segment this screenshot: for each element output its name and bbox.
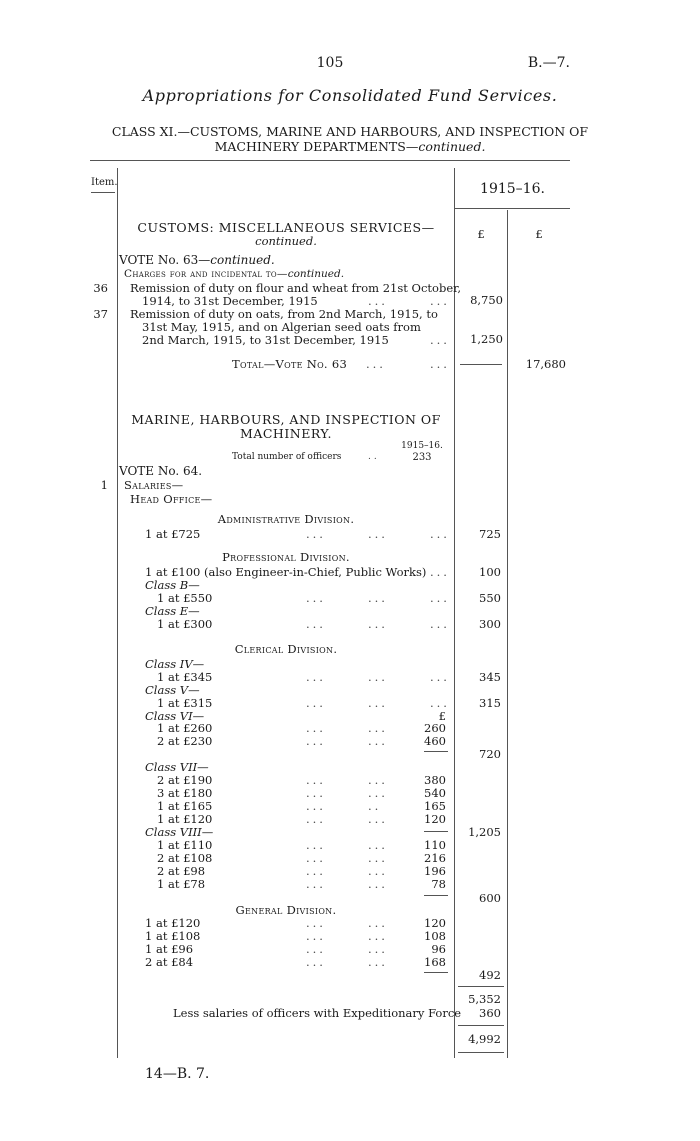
leader-dots: ... xyxy=(368,294,388,308)
salary-line: 1 at £315 xyxy=(157,696,213,710)
salary-line: 3 at £180 xyxy=(157,786,213,800)
leader-dots: ... xyxy=(430,565,450,579)
year-header-rule xyxy=(454,208,570,209)
leader-dots: ... xyxy=(306,877,326,891)
salary-amount: 725 xyxy=(479,527,501,541)
salary-subamount: 110 xyxy=(424,838,446,852)
clerical-division-heading: Clerical Division. xyxy=(234,642,338,656)
leader-dots: ... xyxy=(430,670,450,684)
leader-dots: ... xyxy=(306,670,326,684)
leader-dots: ... xyxy=(306,773,326,787)
salaries-subtotal: 5,352 xyxy=(468,992,501,1006)
salary-subamount: 120 xyxy=(424,812,446,826)
salary-amount: 345 xyxy=(479,670,501,684)
salary-subamount: 96 xyxy=(431,942,446,956)
paper-reference: B.—7. xyxy=(527,55,570,71)
item-number: 37 xyxy=(93,307,108,321)
item-description: 1914, to 31st December, 1915 xyxy=(142,294,318,308)
leader-dots: ... xyxy=(368,864,388,878)
salary-line: 1 at £345 xyxy=(157,670,213,684)
amount-column-rule-mid xyxy=(507,210,508,1058)
salary-line: 1 at £300 xyxy=(157,617,213,631)
customs-heading-continued: continued. xyxy=(255,234,317,248)
leader-dots: ... xyxy=(430,294,450,308)
leader-dots: ... xyxy=(306,838,326,852)
item-number: 36 xyxy=(93,281,108,295)
leader-dots: ... xyxy=(368,734,388,748)
item-amount: 8,750 xyxy=(470,293,503,307)
salary-line: 1 at £260 xyxy=(157,721,213,735)
salary-line: 1 at £165 xyxy=(157,799,213,813)
pound-sign: £ xyxy=(438,709,446,723)
vote-63-label xyxy=(119,254,275,267)
item-description: Remission of duty on oats, from 2nd March, 1915, to xyxy=(130,307,438,321)
class-heading-line2 xyxy=(60,139,640,154)
leader-dots: ... xyxy=(306,527,326,541)
class-label: Class VIII— xyxy=(145,825,214,839)
head-office-heading: Head Office— xyxy=(130,492,213,506)
leader-dots: ... xyxy=(368,786,388,800)
charges-text: Charges for and incidental to— xyxy=(124,268,288,280)
salary-subamount: 196 xyxy=(424,864,446,878)
salary-amount: 492 xyxy=(479,968,501,982)
item-description: 31st May, 1915, and on Algerian seed oats from xyxy=(142,320,421,334)
leader-dots: ... xyxy=(306,812,326,826)
leader-dots: ... xyxy=(368,955,388,969)
leader-dots: ... xyxy=(430,527,450,541)
salary-line: 1 at £96 xyxy=(145,942,194,956)
leader-dots: ... xyxy=(366,357,386,371)
less-expeditionary-label: Less salaries of officers with Expeditionary Force xyxy=(173,1006,462,1020)
salary-subamount: 380 xyxy=(424,773,446,787)
vote-64-label: VOTE No. 64. xyxy=(119,464,203,478)
salary-line: 2 at £190 xyxy=(157,773,213,787)
salary-amount: 550 xyxy=(479,591,501,605)
administrative-division-heading: Administrative Division. xyxy=(217,512,355,526)
subtotal-rule xyxy=(424,895,448,896)
leader-dots: ... xyxy=(430,617,450,631)
leader-dots: ... xyxy=(306,617,326,631)
class-heading-line2-main: MACHINERY DEPARTMENTS— xyxy=(214,139,419,154)
salary-subamount: 460 xyxy=(424,734,446,748)
leader-dots: ... xyxy=(368,670,388,684)
subtotal-rule xyxy=(424,751,448,752)
page-number: 105 xyxy=(316,55,344,71)
general-division-heading: General Division. xyxy=(235,903,337,917)
salary-line: 2 at £230 xyxy=(157,734,213,748)
salary-subamount: 165 xyxy=(424,799,446,813)
class-heading-continued: continued. xyxy=(418,139,486,154)
salary-amount: 720 xyxy=(479,747,501,761)
salary-amount: 1,205 xyxy=(468,825,501,839)
class-heading-line1: CLASS XI.—CUSTOMS, MARINE AND HARBOURS, AND INSPECTION OF xyxy=(111,124,589,139)
subtotal-rule xyxy=(424,972,448,973)
leader-dots: ... xyxy=(368,916,388,930)
vote-63-total-value: 17,680 xyxy=(525,357,566,371)
vote-63-total-label: Total—Vote No. 63 xyxy=(232,357,348,371)
subtotal-rule xyxy=(424,831,448,832)
officers-year-label: 1915–16. xyxy=(401,441,443,451)
leader-dots: ... xyxy=(368,929,388,943)
page-title: Appropriations for Consolidated Fund Services. xyxy=(142,86,558,105)
leader-dots: ... xyxy=(368,812,388,826)
class-label: Class E— xyxy=(145,604,200,618)
professional-division-heading: Professional Division. xyxy=(222,550,350,564)
salary-line: 2 at £84 xyxy=(145,955,194,969)
less-expeditionary-value: 360 xyxy=(479,1006,501,1020)
class-label: Class IV— xyxy=(145,657,205,671)
total-rule xyxy=(460,364,502,365)
salary-line: 1 at £550 xyxy=(157,591,213,605)
item-number: 1 xyxy=(100,478,108,492)
pound-sign-col1: £ xyxy=(477,227,485,241)
item-amount: 1,250 xyxy=(470,332,503,346)
salary-amount: 100 xyxy=(479,565,501,579)
salary-line: 1 at £108 xyxy=(145,929,201,943)
salary-subamount: 108 xyxy=(424,929,446,943)
charges-heading xyxy=(124,268,344,281)
class-label: Class V— xyxy=(145,683,200,697)
leader-dots: ... xyxy=(306,929,326,943)
leader-dots: .. xyxy=(368,452,380,462)
salary-amount: 315 xyxy=(479,696,501,710)
pound-sign-col2: £ xyxy=(535,227,543,241)
vote-63-text: VOTE No. 63— xyxy=(119,253,211,267)
salary-amount: 300 xyxy=(479,617,501,631)
leader-dots: ... xyxy=(306,916,326,930)
leader-dots: ... xyxy=(368,696,388,710)
marine-heading-line1: MARINE, HARBOURS, AND INSPECTION OF xyxy=(131,412,441,427)
salary-subamount: 260 xyxy=(424,721,446,735)
class-label: Class B— xyxy=(145,578,200,592)
leader-dots: ... xyxy=(306,696,326,710)
leader-dots: ... xyxy=(368,617,388,631)
salary-subamount: 120 xyxy=(424,916,446,930)
salary-line: 1 at £725 xyxy=(145,527,201,541)
leader-dots: ... xyxy=(306,734,326,748)
officers-label: Total number of officers xyxy=(232,452,342,462)
salary-line: 2 at £98 xyxy=(157,864,206,878)
salary-subamount: 540 xyxy=(424,786,446,800)
table-top-rule xyxy=(90,160,570,161)
leader-dots: ... xyxy=(306,721,326,735)
subtotal-rule xyxy=(458,986,504,987)
salaries-heading: Salaries— xyxy=(124,478,184,492)
salary-subamount: 78 xyxy=(431,877,446,891)
salary-line: 1 at £120 xyxy=(157,812,213,826)
year-column-label: 1915–16. xyxy=(480,181,545,197)
leader-dots: ... xyxy=(306,864,326,878)
item-description: 2nd March, 1915, to 31st December, 1915 xyxy=(142,333,389,347)
salary-subamount: 216 xyxy=(424,851,446,865)
vote-63-continued: continued. xyxy=(210,253,275,267)
leader-dots: ... xyxy=(368,773,388,787)
leader-dots: ... xyxy=(306,851,326,865)
leader-dots: ... xyxy=(368,942,388,956)
leader-dots: ... xyxy=(306,786,326,800)
officers-count: 233 xyxy=(412,452,432,463)
leader-dots: ... xyxy=(368,527,388,541)
salary-line: 2 at £108 xyxy=(157,851,213,865)
item-column-rule xyxy=(117,168,118,1058)
page-signature: 14—B. 7. xyxy=(145,1066,210,1082)
leader-dots: ... xyxy=(306,799,326,813)
leader-dots: ... xyxy=(368,851,388,865)
salary-line: 1 at £110 xyxy=(157,838,213,852)
subtotal-rule xyxy=(458,1025,504,1026)
class-label: Class VII— xyxy=(145,760,209,774)
customs-heading: CUSTOMS: MISCELLANEOUS SERVICES— xyxy=(137,220,435,235)
leader-dots: ... xyxy=(368,838,388,852)
leader-dots: ... xyxy=(430,333,450,347)
salary-subamount: 168 xyxy=(424,955,446,969)
leader-dots: ... xyxy=(306,955,326,969)
salary-line: 1 at £100 (also Engineer-in-Chief, Public Works) xyxy=(145,565,427,579)
item-label-underline xyxy=(91,192,115,193)
net-total: 4,992 xyxy=(468,1032,501,1046)
item-column-label: Item. xyxy=(91,177,118,188)
leader-dots: ... xyxy=(430,696,450,710)
leader-dots: ... xyxy=(430,357,450,371)
item-description: Remission of duty on flour and wheat from 21st October, xyxy=(130,281,462,295)
leader-dots: ... xyxy=(368,721,388,735)
salary-line: 1 at £78 xyxy=(157,877,206,891)
leader-dots: .. xyxy=(368,799,382,813)
leader-dots: ... xyxy=(368,877,388,891)
salary-amount: 600 xyxy=(479,891,501,905)
charges-continued: continued. xyxy=(287,268,345,280)
total-double-rule xyxy=(458,1052,504,1053)
marine-heading-line2: MACHINERY. xyxy=(240,426,332,441)
leader-dots: ... xyxy=(306,942,326,956)
class-label: Class VI— xyxy=(145,709,205,723)
leader-dots: ... xyxy=(368,591,388,605)
salary-line: 1 at £120 xyxy=(145,916,201,930)
leader-dots: ... xyxy=(430,591,450,605)
leader-dots: ... xyxy=(306,591,326,605)
